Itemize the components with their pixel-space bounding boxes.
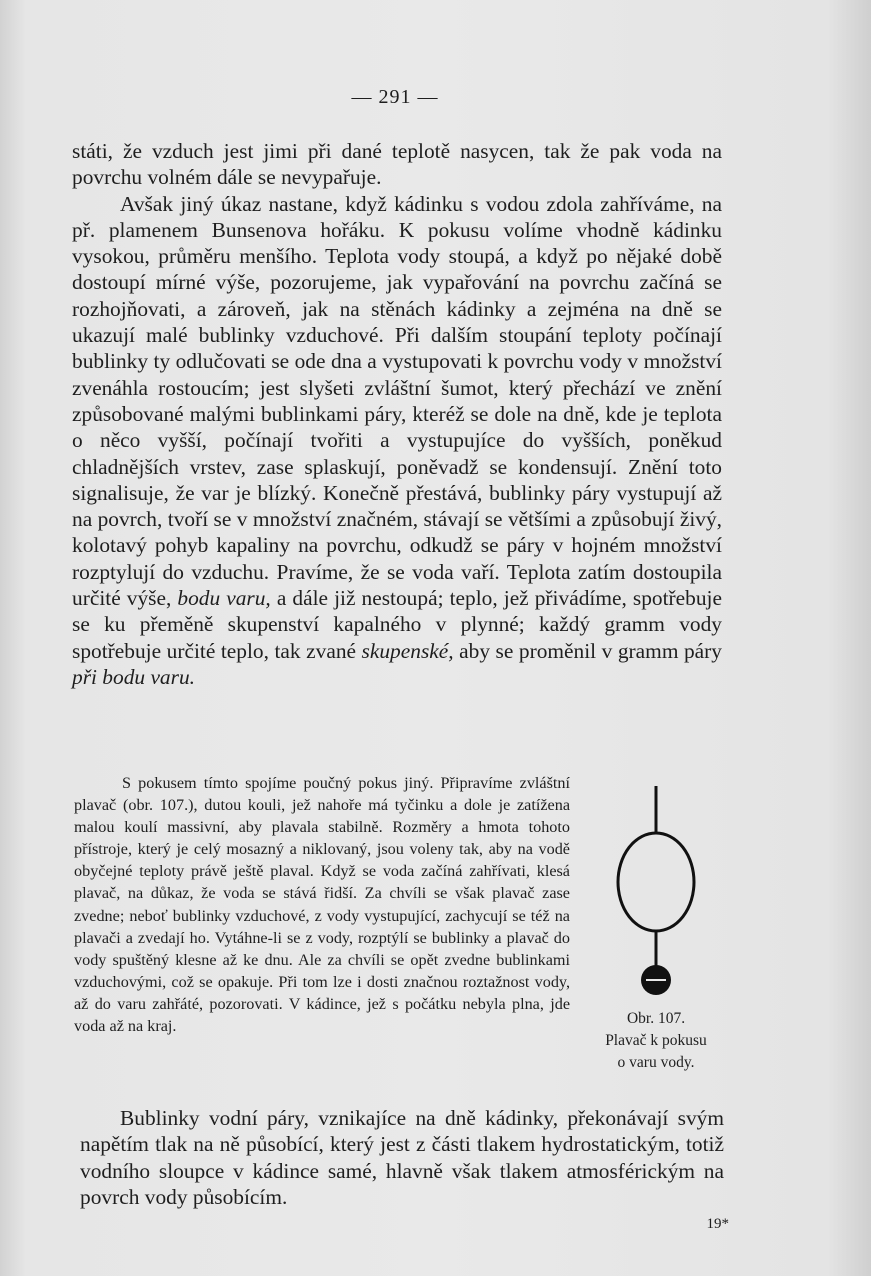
main-text-block [72,138,722,690]
experiment-note-text: S pokusem tímto spojíme poučný pokus jiný. Připravíme zvláštní plavač (obr. 107.), dutou kouli, jež nahoře má tyčinku a dole je zatížena malou koulí massivní, aby plavala stabilně. Rozměry a hmota tohoto přístroje, který je celý mosazný a niklovaný, jsou voleny tak, aby na vodě obyčejné teploty právě ještě plaval. Když se voda začíná zahřívati, klesá plavač, na důkaz, že voda se stává řidší. Za chvíli se však plavač zase zvedne; neboť bublinky vzduchové, z vody vystupující, zachycují se též na plavači a zvedají ho. Vytáhne-li se z vody, rozptýlí se bublinky a plavač do vody spuštěný klesne až ke dnu. Ale za chvíli se opět zvedne bublinkami vzduchovými, což se opakuje. Při tom lze i dosti značnou roztažnost vody, až do varu zahřáté, pozorovati. V kádince, jež s počátku nebyla plna, jde voda až na kraj. [74,774,570,1036]
term-at-boiling-point: při bodu varu. [72,664,195,689]
term-latent-heat: skupenské, [361,638,454,663]
float-diagram [586,780,726,1000]
figure-caption-line1: Plavač k pokusu [605,1032,707,1049]
float-hollow-sphere [618,833,694,931]
bottom-text-block [80,1105,724,1210]
paragraph-boiling-text-c: aby se proměnil v gramm páry [459,638,722,663]
figure-caption-line2: o varu vody. [617,1054,695,1071]
term-boiling-point: bodu varu, [177,586,271,611]
page-number: — 291 — [351,86,439,108]
signature-mark: 19* [706,1216,729,1232]
figure-label: Obr. 107. [626,1010,686,1027]
experiment-note [74,772,570,1037]
paragraph-boiling-text-b: a dále již nestoupá; teplo, jež přivádíme, spotřebuje se ku přeměně skupenství kapalného v plynné; každý gramm vody spotřebuje určité teplo, tak zvané [72,586,722,663]
figure-107 [586,780,726,1080]
paragraph-boiling-text-a: Avšak jiný úkaz nastane, když kádinku s vodou zdola zahříváme, na př. plamenem Bunsenova hořáku. K pokusu volíme vhodně kádinku vysokou, průměru menšího. Teplota vody stoupá, a když po nějaké době dostoupí mírné výše, pozorujeme, jak vypařování na povrchu začíná se rozhojňovati, a zároveň, jak na stěnách kádinky a zejména na dně se ukazují malé bublinky vzduchové. Při dalším stoupání teploty počínají bublinky ty odlučovati se ode dna a vystupovati k povrchu vody v množství zvenáhla rostoucím; jest slyšeti zvláštní šumot, který přechází ve znění způsobované malými bublinkami páry, kteréž se dole na dně, kde je teplota o něco vyšší, počínají tvořiti a vystupujíce do vyšších, poněkud chladnějších vrstev, zase splaskují, poněvadž se kondensují. Znění toto signalisuje, že var je blízký. Konečně přestává, bublinky páry vystupují až na povrch, tvoří se v množství značném, stávají se většími a způsobují živý, kolotavý pohyb kapaliny na povrchu, odkudž se páry v hojném množství rozptylují do vzduchu. Pravíme, že se voda vaří. Teplota zatím dostoupila určité výše, [72,191,722,611]
figure-caption [586,1008,726,1074]
paragraph-continuation: státi, že vzduch jest jimi při dané teplotě nasycen, tak že pak voda na povrchu volném dále se nevypařuje. [72,139,722,190]
paragraph-vapor-pressure: Bublinky vodní páry, vznikajíce na dně kádinky, překonávají svým napětím tlak na ně působící, který jest z části tlakem hydrostatickým, totiž vodního sloupce v kádince samé, hlavně však tlakem atmosférickým na povrch vody působícím. [80,1106,724,1209]
paragraph-boiling [72,191,722,691]
